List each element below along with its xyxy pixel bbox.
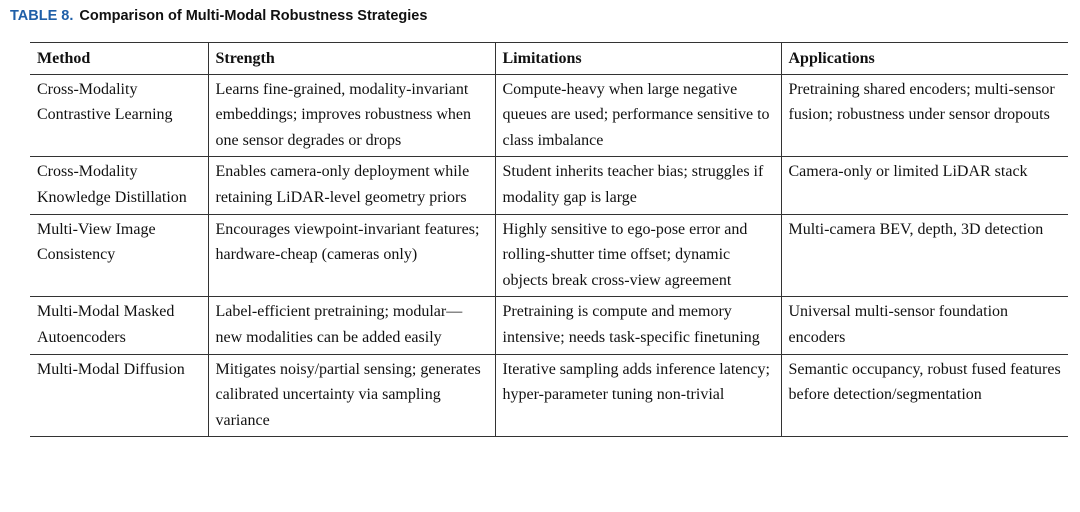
- table-caption: [10, 8, 427, 24]
- cell-limitations: Student inherits teacher bias; struggles if modality gap is large: [495, 157, 781, 214]
- header-strength: Strength: [208, 43, 495, 75]
- comparison-table: [30, 42, 1068, 437]
- cell-applications: Universal multi-sensor foundation encoders: [781, 297, 1068, 354]
- table-row: [30, 354, 1068, 437]
- header-limitations: Limitations: [495, 43, 781, 75]
- table-row: [30, 74, 1068, 157]
- table-row: [30, 214, 1068, 297]
- cell-limitations: Compute-heavy when large negative queues are used; performance sensitive to class imbalance: [495, 74, 781, 157]
- cell-applications: Pretraining shared encoders; multi-sensor fusion; robustness under sensor dropouts: [781, 74, 1068, 157]
- cell-method: Multi-View Image Consistency: [37, 220, 156, 264]
- cell-applications: Camera-only or limited LiDAR stack: [781, 157, 1068, 214]
- cell-method: Cross-Modality Contrastive Learning: [37, 80, 173, 124]
- cell-limitations: Highly sensitive to ego-pose error and rolling-shutter time offset; dynamic objects break cross-view agreement: [495, 214, 781, 297]
- cell-strength: Learns fine-grained, modality-invariant embeddings; improves robustness when one sensor degrades or drops: [208, 74, 495, 157]
- cell-method: Multi-Modal Diffusion: [37, 360, 185, 378]
- cell-strength: Label-efficient pretraining; modular—new modalities can be added easily: [208, 297, 495, 354]
- header-applications: Applications: [781, 43, 1068, 75]
- cell-method: Cross-Modality Knowledge Distillation: [37, 163, 187, 206]
- cell-limitations: Iterative sampling adds inference latency; hyper-parameter tuning non-trivial: [495, 354, 781, 437]
- header-method: Method: [37, 50, 91, 67]
- table-row: [30, 297, 1068, 354]
- table-number: TABLE 8.: [10, 8, 74, 24]
- cell-strength: Enables camera-only deployment while retaining LiDAR-level geometry priors: [208, 157, 495, 214]
- cell-limitations: Pretraining is compute and memory intensive; needs task-specific finetuning: [495, 297, 781, 354]
- cell-applications: Semantic occupancy, robust fused features before detection/segmentation: [781, 354, 1068, 437]
- cell-method: Multi-Modal Masked Autoencoders: [37, 303, 175, 346]
- cell-strength: Encourages viewpoint-invariant features; hardware-cheap (cameras only): [208, 214, 495, 297]
- table-title: Comparison of Multi-Modal Robustness Strategies: [79, 8, 428, 24]
- header-row: [30, 43, 1068, 75]
- cell-applications: Multi-camera BEV, depth, 3D detection: [781, 214, 1068, 297]
- table-row: [30, 157, 1068, 214]
- cell-strength: Mitigates noisy/partial sensing; generates calibrated uncertainty via sampling variance: [208, 354, 495, 437]
